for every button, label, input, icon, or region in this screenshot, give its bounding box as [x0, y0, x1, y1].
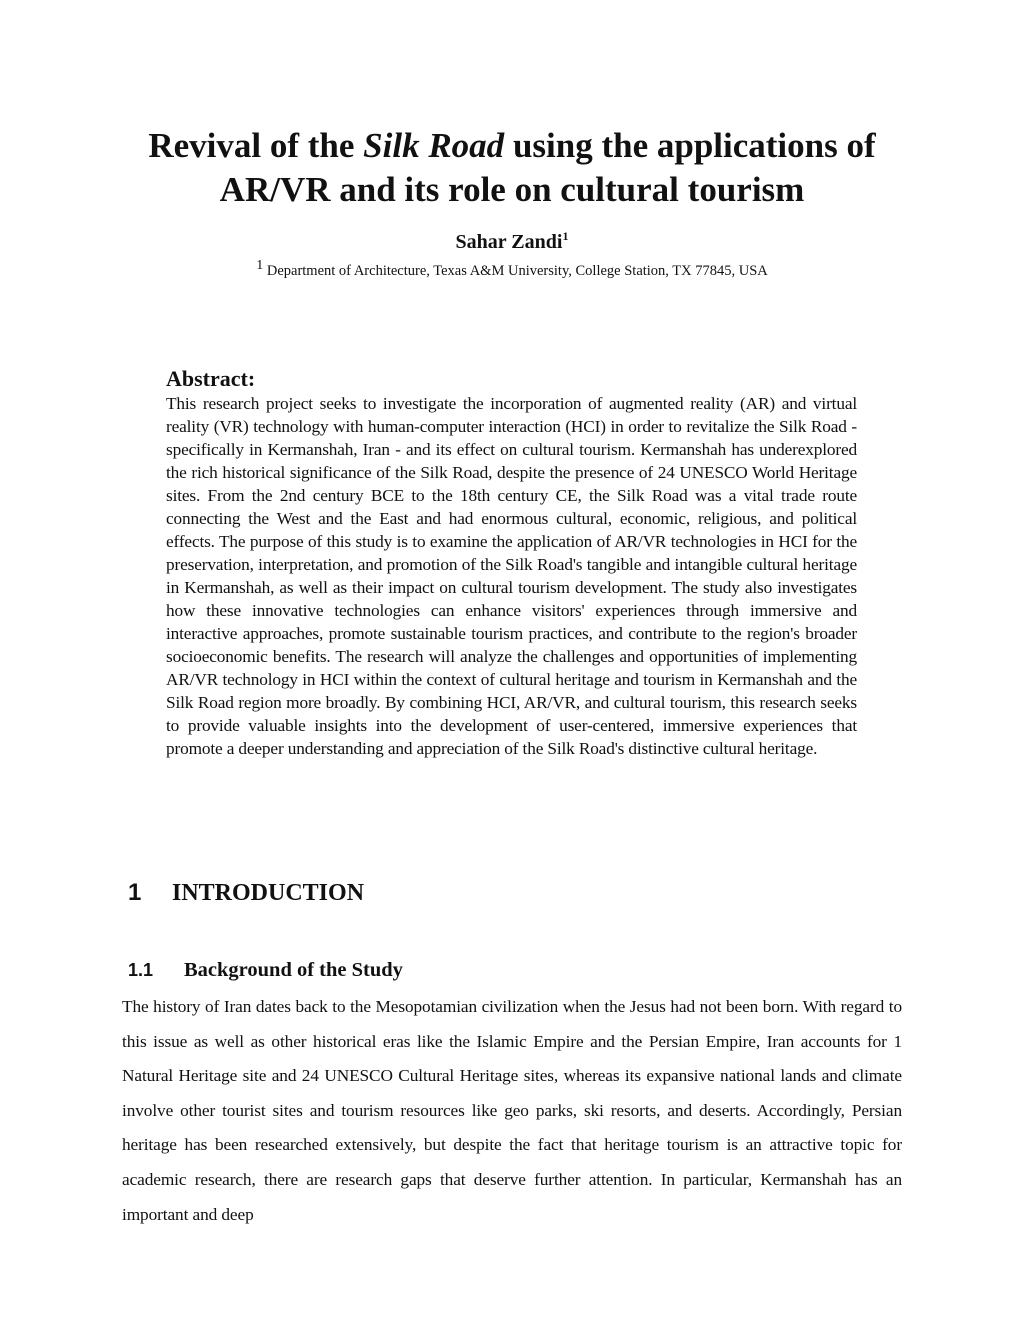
author-superscript: 1 — [562, 229, 569, 243]
paper-title — [112, 124, 912, 212]
abstract-body: This research project seeks to investigate the incorporation of augmented reality (AR) and virtual reality (VR) technology with human-computer interaction (HCI) in order to revitalize the Silk Road - specifically in Kermanshah, Iran - and its effect on cultural tourism. Kermanshah has underexplored the rich historical significance of the Silk Road, despite the presence of 24 UNESCO World Heritage sites. From the 2nd century BCE to the 18th century CE, the Silk Road was a vital trade route connecting the West and the East and had enormous cultural, economic, religious, and political effects. The purpose of this study is to examine the application of AR/VR technologies in HCI for the preservation, interpretation, and promotion of the Silk Road's tangible and intangible cultural heritage in Kermanshah, as well as their impact on cultural tourism development. The study also investigates how these innovative technologies can enhance visitors' experiences through immersive and interactive approaches, promote sustainable tourism practices, and contribute to the region's broader socioeconomic benefits. The research will analyze the challenges and opportunities of implementing AR/VR technology in HCI within the context of cultural heritage and tourism in Kermanshah and the Silk Road region more broadly. By combining HCI, AR/VR, and cultural tourism, this research seeks to provide valuable insights into the development of user-centered, immersive experiences that promote a deeper understanding and appreciation of the Silk Road's distinctive cultural heritage. — [166, 394, 857, 758]
author-name: Sahar Zandi — [455, 231, 563, 253]
title-line-2: AR/VR and its role on cultural tourism — [219, 170, 805, 209]
section-title: INTRODUCTION — [172, 880, 365, 906]
background-paragraph: The history of Iran dates back to the Mesopotamian civilization when the Jesus had not been born. With regard to this issue as well as other historical eras like the Islamic Empire and the Persian Empire, Iran accounts for 1 Natural Heritage site and 24 UNESCO Cultural Heritage sites, whereas its expansive national lands and climate involve other tourist sites and tourism resources like geo parks, ski resorts, and deserts. Accordingly, Persian heritage has been researched extensively, but despite the fact that heritage tourism is an attractive topic for academic research, there are research gaps that deserve further attention. In particular, Kermanshah has an important and deep — [122, 997, 902, 1224]
title-line-1 — [112, 124, 912, 168]
title-part-2: using the applications of — [504, 126, 876, 165]
affiliation-line — [0, 258, 1024, 281]
affiliation-superscript: 1 — [256, 258, 264, 273]
title-part-1: Revival of the — [148, 126, 364, 165]
affiliation-text: Department of Architecture, Texas A&M University, College Station, TX 77845, USA — [263, 263, 768, 279]
subsection-number: 1.1 — [128, 960, 154, 980]
abstract-heading: Abstract: — [166, 366, 256, 391]
subsection-heading-background — [128, 956, 403, 984]
abstract-block — [166, 366, 857, 760]
subsection-title: Background of the Study — [184, 959, 403, 981]
title-italic-silk-road: Silk Road — [363, 126, 505, 165]
section-number: 1 — [128, 879, 142, 906]
section-heading-introduction — [128, 876, 364, 910]
author-line — [0, 229, 1024, 255]
